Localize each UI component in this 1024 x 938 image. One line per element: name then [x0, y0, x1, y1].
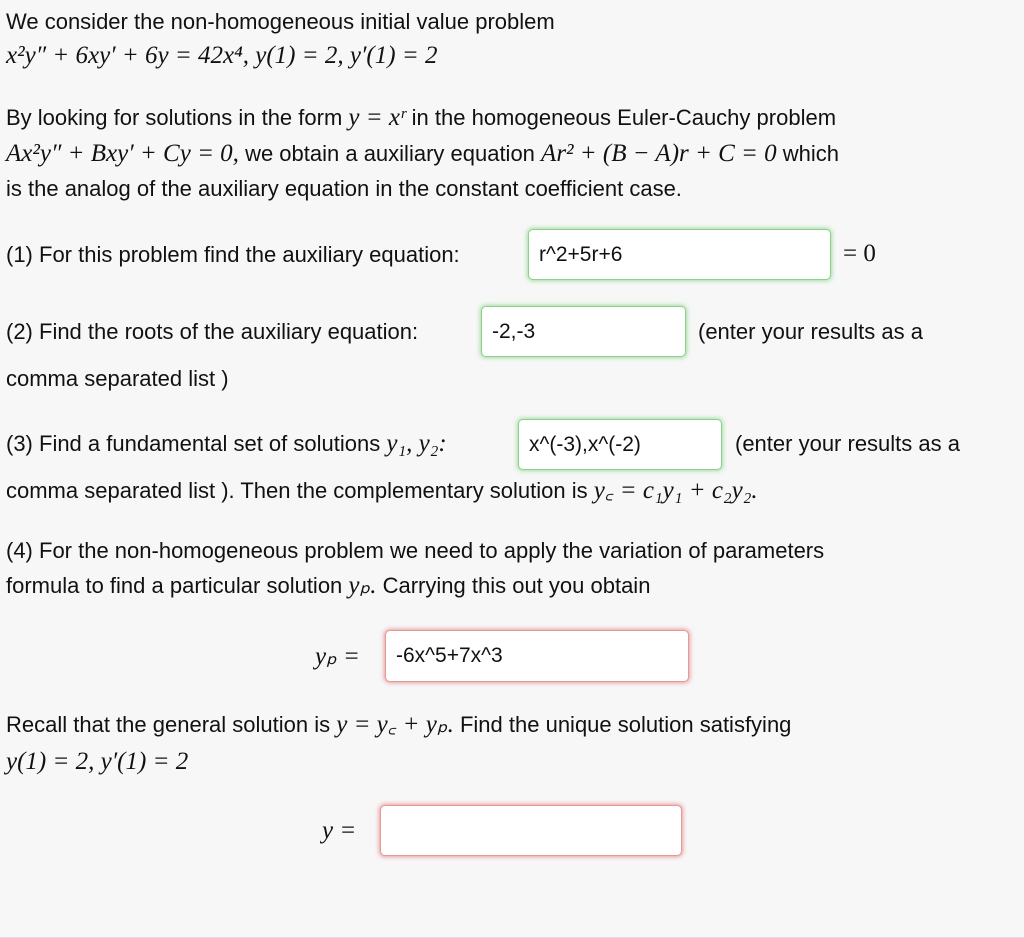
q3-line2-text: comma separated list ). Then the complementary solution is [6, 478, 588, 503]
general-solution: y = y꜀ + yₚ. [336, 711, 454, 738]
q2-hint: (enter your results as a [698, 319, 923, 344]
euler-text-5: is the analog of the auxiliary equation in the constant coefficient case. [6, 176, 682, 201]
euler-text-2: in the homogeneous Euler-Cauchy problem [411, 105, 837, 130]
euler-form: y = xʳ [348, 104, 406, 131]
euler-text-line1 [6, 104, 836, 132]
q4-yp-symbol: yₚ. [348, 572, 377, 599]
q3-answer-input[interactable]: x^(-3),x^(-2) [518, 419, 722, 470]
q4-answer-input[interactable]: -6x^5+7x^3 [385, 630, 689, 682]
q1-label: (1) For this problem find the auxiliary equation: [6, 242, 460, 267]
complementary-solution: y꜀ = c₁y₁ + c₂y₂. [593, 477, 758, 504]
final-text-1: Recall that the general solution is [6, 712, 331, 737]
q1-equals-zero: = 0 [843, 240, 876, 267]
q1-answer-input[interactable]: r^2+5r+6 [528, 229, 831, 280]
q3-label: (3) Find a fundamental set of solutions [6, 431, 381, 456]
q3-line2 [6, 477, 758, 505]
euler-text-line2 [6, 140, 839, 168]
q4-line1: (4) For the non-homogeneous problem we need to apply the variation of parameters [6, 538, 825, 563]
final-answer-input[interactable] [380, 805, 682, 856]
q2-label: (2) Find the roots of the auxiliary equation: [6, 319, 419, 344]
q4-line2-text-a: formula to find a particular solution [6, 573, 343, 598]
q4-yp-lhs: yₚ = [315, 643, 360, 670]
q2-hint-line2: comma separated list ) [6, 366, 229, 391]
q4-line2-text-b: Carrying this out you obtain [382, 573, 651, 598]
euler-problem: Ax²y″ + Bxy′ + Cy = 0, [6, 140, 239, 167]
euler-text-1: By looking for solutions in the form [6, 105, 343, 130]
ode-equation: x²y″ + 6xy′ + 6y = 42x⁴, y(1) = 2, y′(1) = 2 [6, 42, 438, 69]
auxiliary-equation-general: Ar² + (B − A)r + C = 0 [541, 140, 777, 167]
initial-conditions: y(1) = 2, y′(1) = 2 [6, 748, 189, 775]
euler-text-4: which [782, 141, 840, 166]
q2-answer-input[interactable]: -2,-3 [481, 306, 686, 357]
final-line1 [6, 711, 791, 739]
q3-vars: y₁, y₂: [386, 430, 447, 457]
final-y-lhs: y = [322, 817, 357, 844]
q3-label-line [6, 430, 447, 458]
q4-line2 [6, 572, 650, 600]
q3-hint: (enter your results as a [735, 431, 960, 456]
intro-text: We consider the non-homogeneous initial value problem [6, 9, 555, 34]
euler-text-3: we obtain a auxiliary equation [245, 141, 535, 166]
final-text-2: Find the unique solution satisfying [459, 712, 792, 737]
